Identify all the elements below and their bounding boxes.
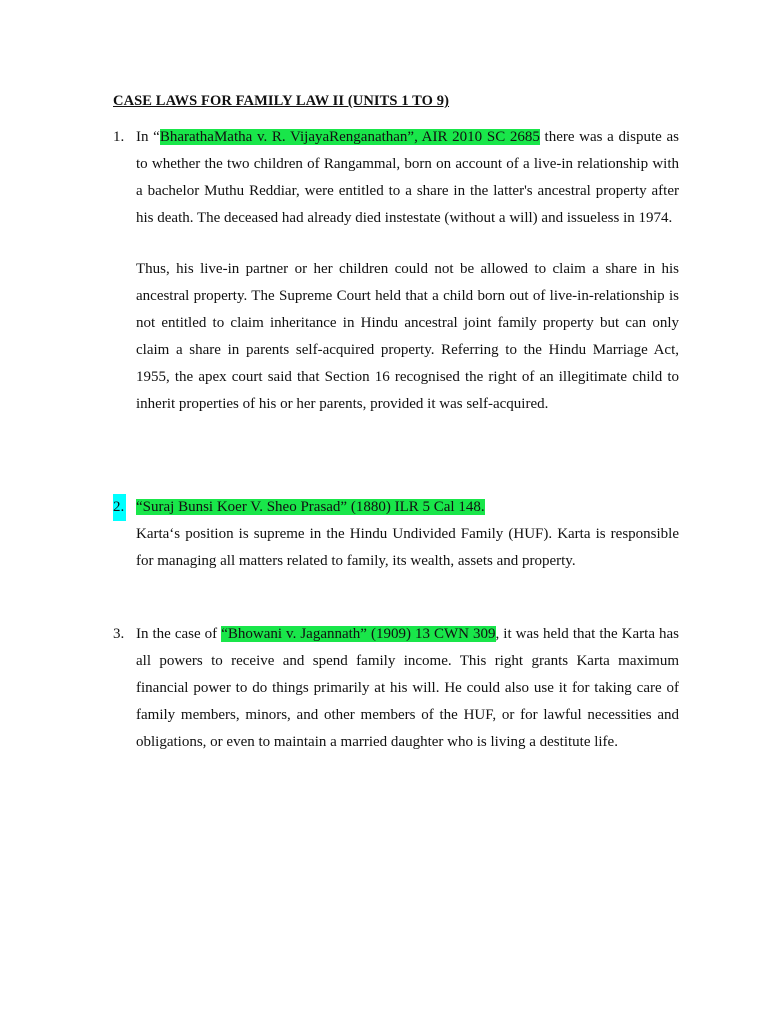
case-item-2	[113, 494, 679, 575]
case-citation-highlight: “Suraj Bunsi Koer V. Sheo Prasad” (1880) ILR 5 Cal 148.	[136, 499, 485, 515]
item-number: 1.	[113, 129, 125, 145]
item-lead: In “	[136, 129, 160, 145]
item-paragraph	[136, 621, 679, 756]
case-citation-highlight: “Bhowani v. Jagannath” (1909) 13 CWN 309	[221, 626, 496, 642]
item-paragraph-2: Thus, his live-in partner or her children could not be allowed to claim a share in his ancestral property. The Supreme Court held that a child born out of live-in-relationship is not entitled to claim inheritance in Hindu ancestral joint family property but can only claim a share in parents self-acquired property. Referring to the Hindu Marriage Act, 1955, the apex court said that Section 16 recognised the right of an illegitimate child to inherit properties of his or her parents, provided it was self-acquired.	[136, 261, 679, 412]
item-paragraph-1	[136, 124, 679, 232]
item-body	[136, 124, 679, 418]
item-text: there was a dispute as to whether the two children of Rangammal, born on account of a live-in relationship with a bachelor Muthu Reddiar, were entitled to a share in the latter's ancestral property after his death. The deceased had already died instestate (without a will) and issueless in 1974.	[136, 129, 679, 226]
item-number: 3.	[113, 626, 125, 642]
case-item-1	[113, 124, 679, 418]
item-number: 2.	[113, 494, 126, 521]
item-body	[136, 494, 679, 575]
item-body	[136, 621, 679, 756]
item-heading-line	[136, 494, 679, 521]
page-title: CASE LAWS FOR FAMILY LAW II (UNITS 1 TO 9)	[113, 93, 450, 109]
item-text: , it was held that the Karta has all powers to receive and spend family income. This right grants Karta maximum financial power to do things primarily at his will. He could also use it for taking care of family members, minors, and other members of the HUF, or for lawful necessities and obligations, or even to maintain a married daughter who is living a destitute life.	[136, 626, 679, 750]
case-citation-highlight: BharathaMatha v. R. VijayaRenganathan”, AIR 2010 SC 2685	[159, 129, 540, 145]
item-lead: In the case of	[136, 626, 222, 642]
case-item-3	[113, 621, 679, 756]
item-paragraph: Karta‘s position is supreme in the Hindu Undivided Family (HUF). Karta is responsible for managing all matters related to family, its wealth, assets and property.	[136, 526, 679, 569]
